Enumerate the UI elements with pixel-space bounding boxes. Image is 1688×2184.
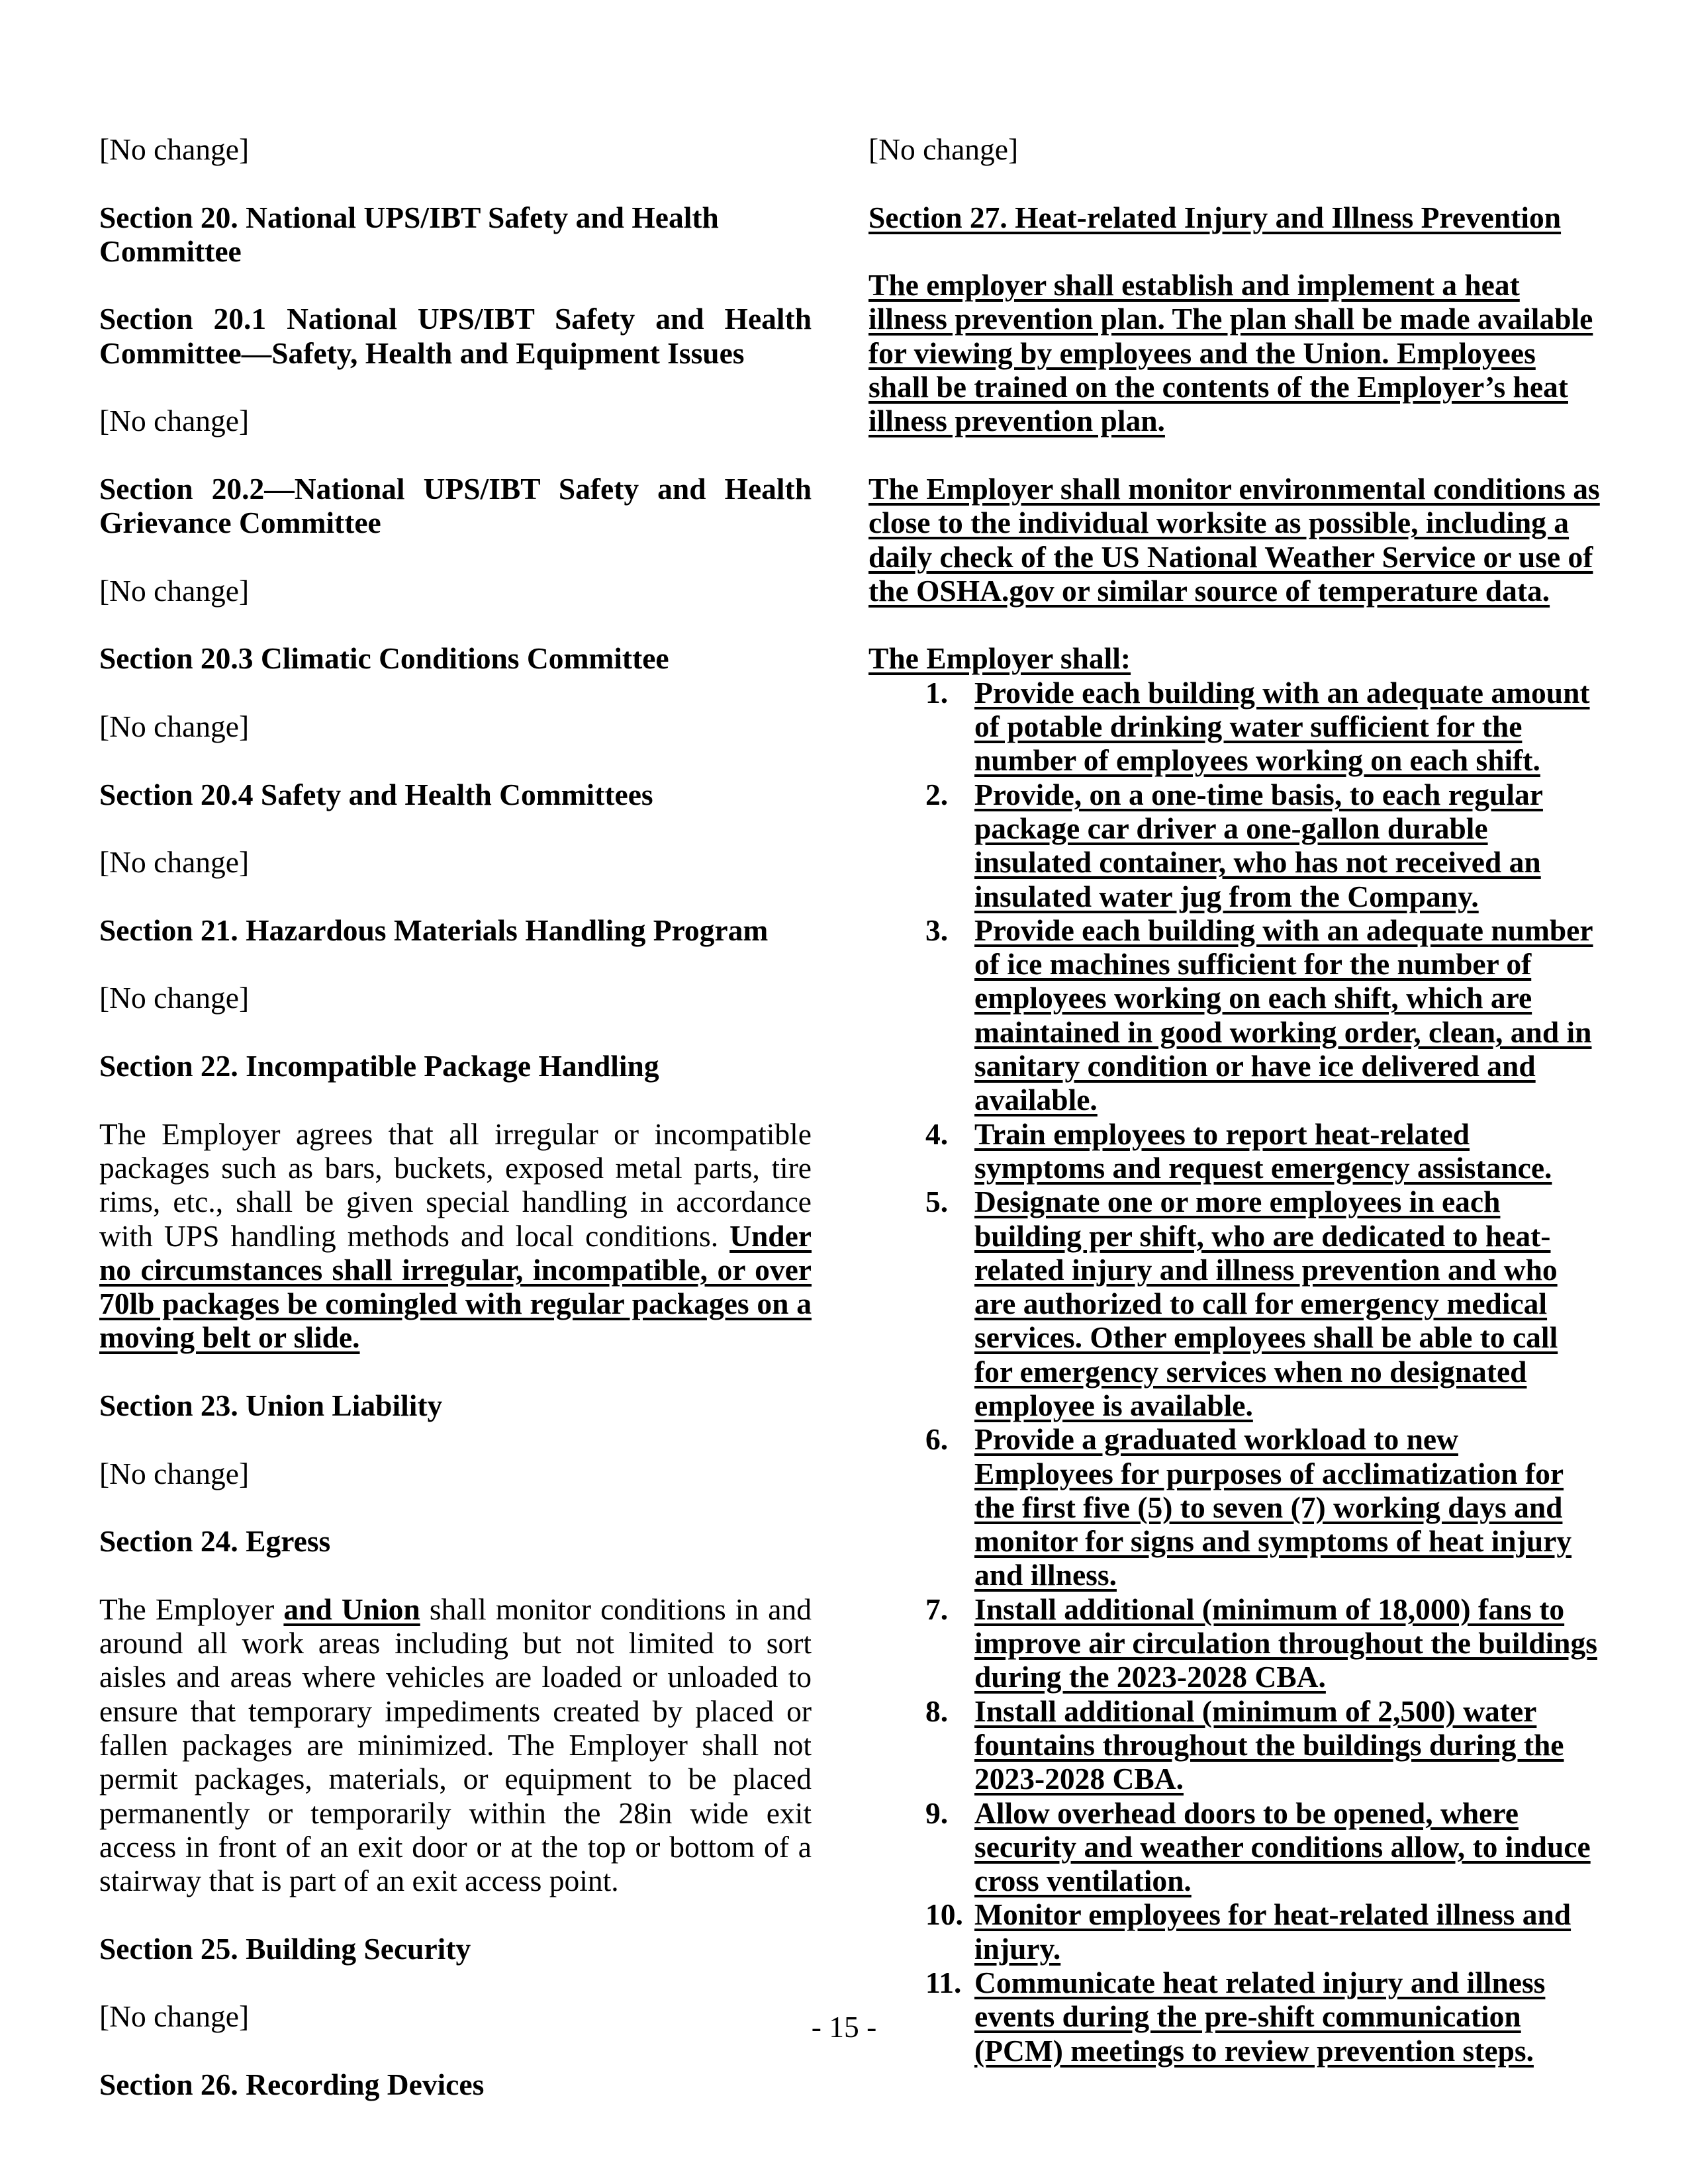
no-change-note: [No change] [99,1456,250,1490]
list-item [868,1185,1603,1422]
section-27-list-intro: The Employer shall: [868,641,1131,676]
list-item-number: 3. [925,913,949,947]
section-24-text-after: shall monitor conditions in and around all work areas including but not limited to sort aisles and areas where vehicles are loaded or unloaded to ensure that temporary impediments created by placed or fallen packages are minimized. The Employer shall not permit packages, materials, or equipment to be placed permanently or temporarily within the 28in wide exit access in front of an exit door or at the top or bottom of a stairway that is part of an exit access point. [99,1592,812,1898]
list-item-number: 1. [925,675,949,709]
list-item-number: 6. [925,1422,949,1457]
list-item [868,676,1603,778]
no-change-note: [No change] [99,845,250,880]
list-item-number: 5. [925,1185,949,1219]
list-item [868,1897,1603,1966]
list-item-number: 7. [925,1592,949,1626]
list-item-text: Provide, on a one-time basis, to each regular package car driver a one-gallon durable insulated container, who has not received an insulated water jug from the Company. [974,777,1543,913]
list-item-number: 2. [925,777,949,811]
section-20-heading: Section 20. National UPS/IBT Safety and Health Committee [99,200,719,268]
list-item-number: 10. [925,1897,963,1932]
section-20-3-heading: Section 20.3 Climatic Conditions Committee [99,641,669,676]
section-23-heading: Section 23. Union Liability [99,1388,443,1422]
section-24-heading: Section 24. Egress [99,1524,331,1559]
list-item-text: Install additional (minimum of 18,000) fans to improve air circulation throughout the buildings during the 2023-2028 CBA. [974,1592,1597,1694]
list-item-text: Provide each building with an adequate amount of potable drinking water sufficient for the number of employees working on each shift. [974,675,1590,778]
section-24-amended-text: and Union [283,1592,420,1626]
section-20-1-heading: Section 20.1 National UPS/IBT Safety and Health Committee—Safety, Health and Equipment Issues [99,302,812,370]
list-item [868,1796,1603,1898]
no-change-note: [No change] [99,1999,250,2034]
list-item [868,1422,1603,1592]
list-item-text: Allow overhead doors to be opened, where security and weather conditions allow, to induce cross ventilation. [974,1796,1591,1898]
employer-obligations-list [868,676,1603,2068]
list-item-text: Communicate heat related injury and illness events during the pre-shift communication (PCM) meetings to review prevention steps. [974,1966,1546,2068]
no-change-note: [No change] [99,709,250,744]
list-item [868,1117,1603,1185]
list-item-text: Train employees to report heat-related symptoms and request emergency assistance. [974,1116,1552,1185]
list-item-text: Monitor employees for heat-related illness and injury. [974,1897,1571,1966]
section-24-body [99,1592,812,1898]
section-22-amended-text: Under no circumstances shall irregular, incompatible, or over 70lb packages be comingled with regular packages on a moving belt or slide. [99,1218,812,1355]
list-item [868,778,1603,913]
list-item-number: 11. [925,1966,962,2000]
section-22-body [99,1117,812,1355]
no-change-note: [No change] [99,573,250,608]
section-24-text-before: The Employer [99,1592,284,1626]
list-item [868,913,1603,1117]
section-25-heading: Section 25. Building Security [99,1931,471,1966]
no-change-note: [No change] [99,404,250,438]
list-item [868,1592,1603,1694]
section-27-plan-paragraph: The employer shall establish and implement a heat illness prevention plan. The plan shall be made available for viewing by employees and the Union. Employees shall be trained on the contents of the Employer’s heat illness prevention plan. [868,268,1593,438]
section-20-2-heading: Section 20.2—National UPS/IBT Safety and Health Grievance Committee [99,471,812,540]
page-number: - 15 - [811,2010,877,2044]
list-item-text: Provide each building with an adequate number of ice machines sufficient for the number of employees working on each shift, which are maintained in good working order, clean, and in sanitary condition or have ice delivered and available. [974,913,1593,1117]
right-column [868,132,1603,2068]
list-item-number: 9. [925,1796,949,1830]
no-change-note: [No change] [868,132,1019,166]
section-26-heading: Section 26. Recording Devices [99,2067,485,2101]
section-27-heading: Section 27. Heat-related Injury and Illness Prevention [868,200,1562,234]
list-item-text: Provide a graduated workload to new Employees for purposes of acclimatization for the first five (5) to seven (7) working days and monitor for signs and symptoms of heat injury and illness. [974,1422,1572,1592]
section-22-original-text: The Employer agrees that all irregular or incompatible packages such as bars, buckets, exposed metal parts, tire rims, etc., shall be given special handling in accordance with UPS handling methods and local conditions. [99,1116,812,1253]
section-27-monitoring-paragraph: The Employer shall monitor environmental conditions as close to the individual worksite as possible, including a daily check of the US National Weather Service or use of the OSHA.gov or similar source of temperature data. [868,471,1600,608]
no-change-note: [No change] [99,132,250,166]
left-column [99,132,812,2136]
no-change-note: [No change] [99,981,250,1015]
list-item-text: Designate one or more employees in each building per shift, who are dedicated to heat-related injury and illness prevention and who are authorized to call for emergency medical services. Other employees shall be able to call for emergency services when no designated employee is available. [974,1185,1558,1422]
list-item-number: 4. [925,1116,949,1151]
section-20-4-heading: Section 20.4 Safety and Health Committees [99,777,653,811]
section-21-heading: Section 21. Hazardous Materials Handling Program [99,913,769,947]
section-22-heading: Section 22. Incompatible Package Handling [99,1049,659,1083]
list-item-number: 8. [925,1694,949,1728]
list-item-text: Install additional (minimum of 2,500) water fountains throughout the buildings during the 2023-2028 CBA. [974,1694,1564,1796]
list-item [868,1694,1603,1796]
